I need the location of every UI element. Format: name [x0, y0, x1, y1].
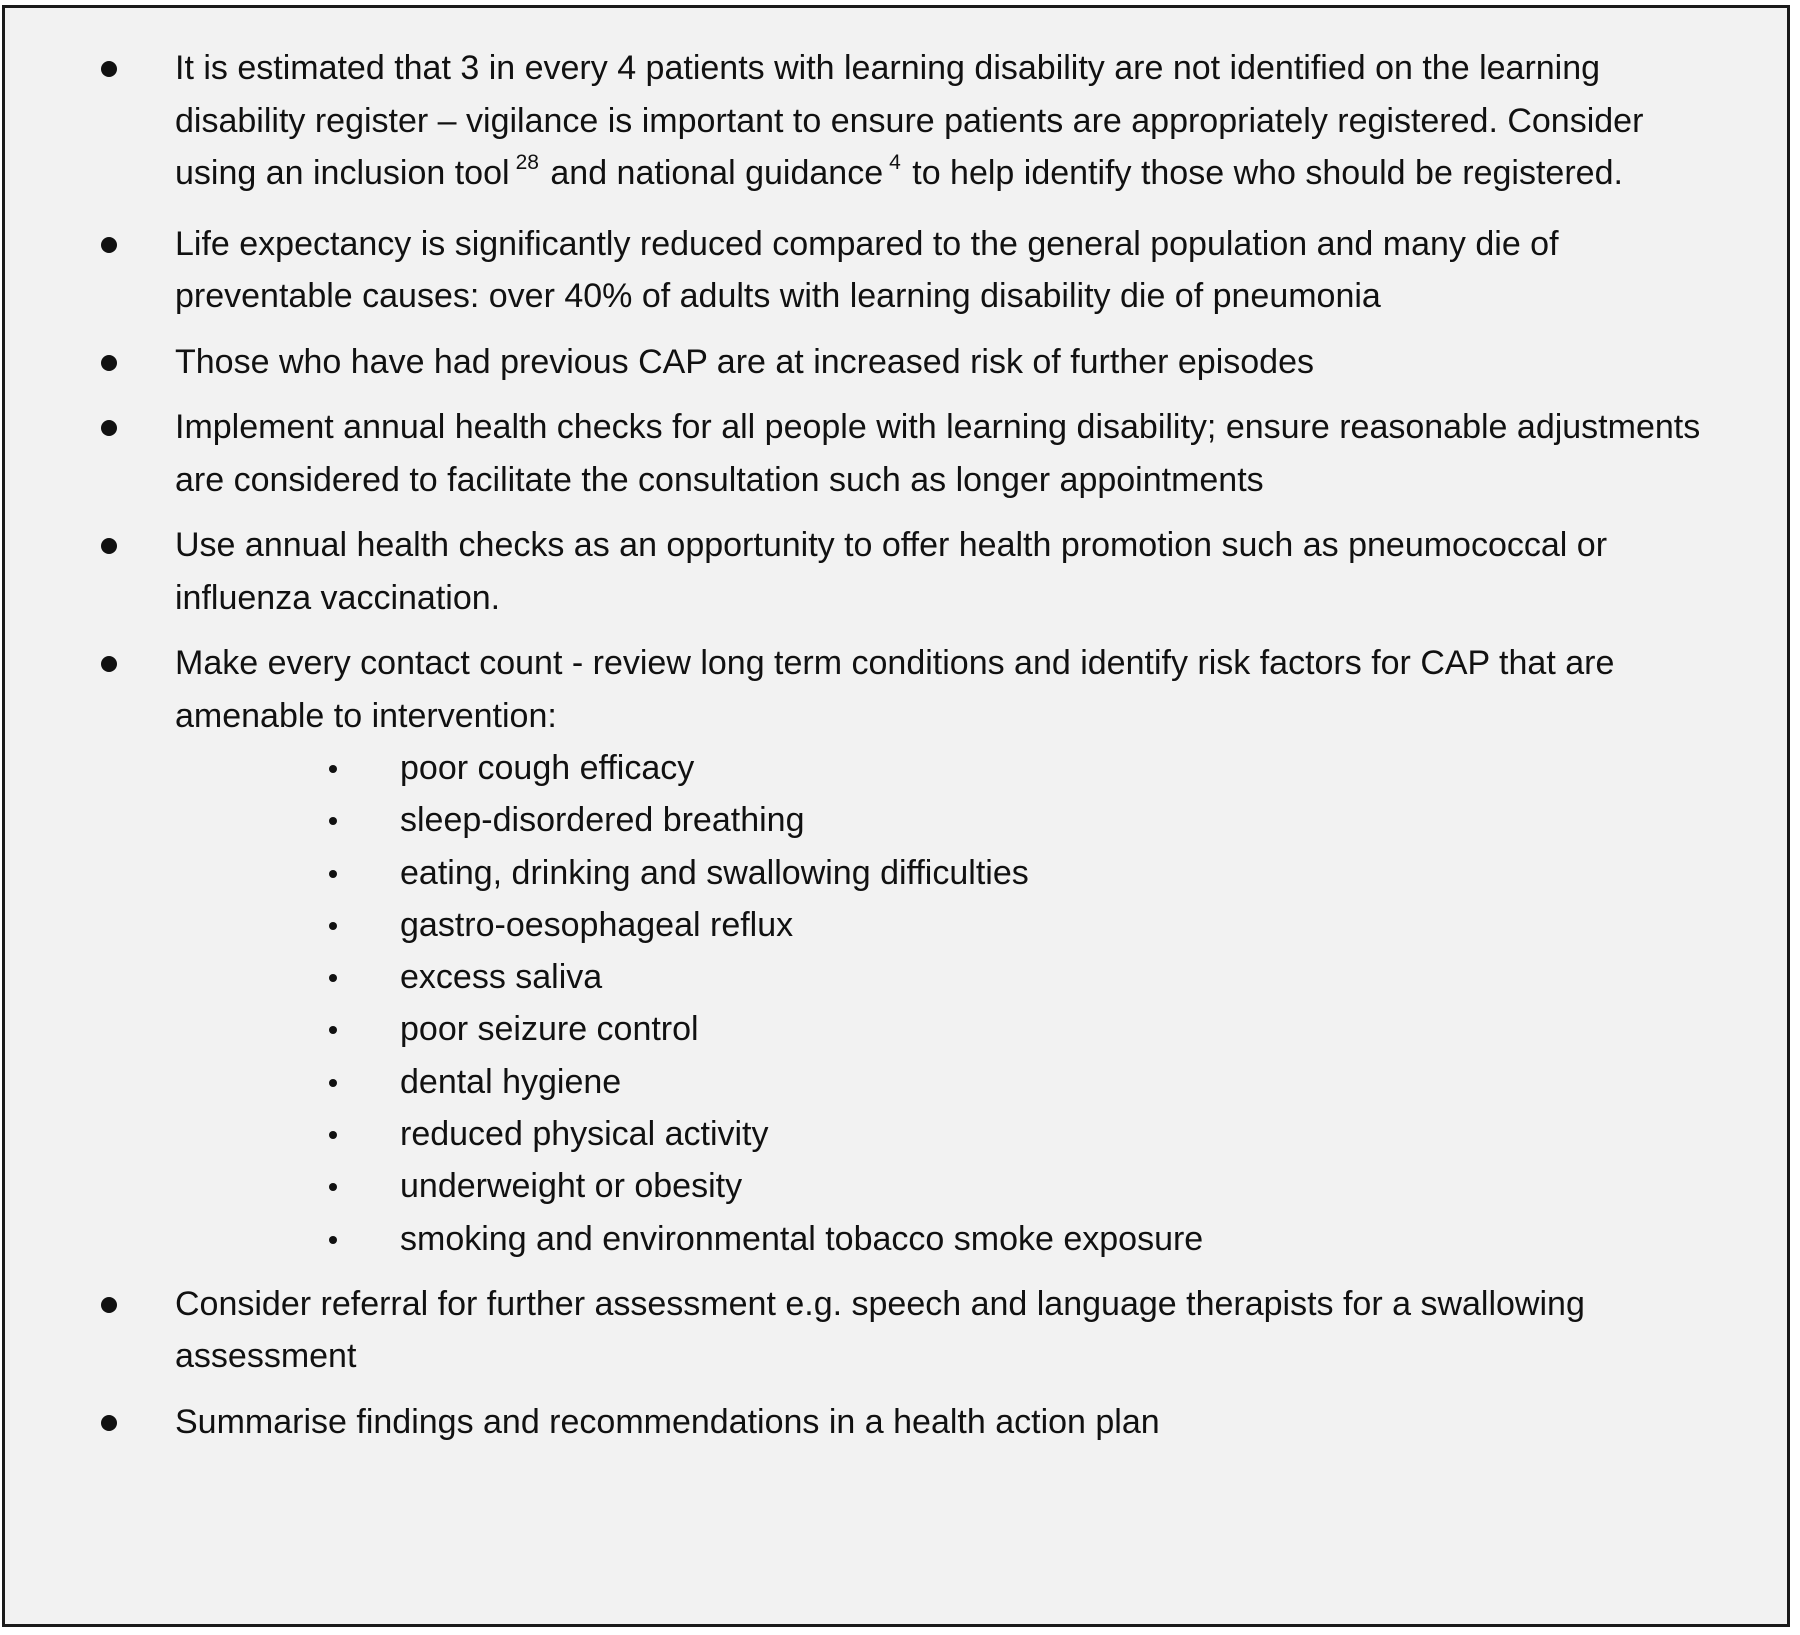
- risk-factor-text: reduced physical activity: [400, 1115, 769, 1154]
- list-item: [5, 637, 1787, 1265]
- sub-bullet-icon: [329, 870, 337, 878]
- bullet-icon: [101, 237, 117, 253]
- sub-bullet-icon: [329, 1131, 337, 1139]
- list-item: [5, 218, 1787, 323]
- risk-factor-text: underweight or obesity: [400, 1167, 743, 1206]
- item-text: Life expectancy is significantly reduced compared to the general population and many die of preventable causes: over 40% of adults with learning disability die of pneumonia: [175, 224, 1559, 315]
- risk-factor-list: [175, 742, 1727, 1265]
- sub-bullet-icon: [329, 974, 337, 982]
- bullet-icon: [101, 420, 117, 436]
- sub-bullet-icon: [329, 1236, 337, 1244]
- item-text: to help identify those who should be registered.: [912, 154, 1623, 192]
- bullet-icon: [101, 355, 117, 371]
- list-item: [5, 1278, 1787, 1383]
- item-text: Make every contact count - review long term conditions and identify risk factors for CAP that are amenable to intervention:: [175, 644, 1615, 735]
- risk-factor-text: smoking and environmental tobacco smoke exposure: [400, 1219, 1204, 1258]
- item-text: Summarise findings and recommendations in a health action plan: [175, 1402, 1160, 1441]
- risk-factor-item: [5, 742, 1727, 794]
- risk-factor-item: [5, 847, 1727, 899]
- sub-bullet-icon: [329, 1026, 337, 1034]
- reference-superscript: 28: [515, 151, 539, 174]
- risk-factor-text: excess saliva: [400, 958, 603, 997]
- item-text: Those who have had previous CAP are at increased risk of further episodes: [175, 342, 1314, 381]
- item-text: and national guidance: [550, 154, 884, 192]
- sub-bullet-icon: [329, 1079, 337, 1087]
- list-item: [5, 401, 1787, 506]
- list-item: [5, 1396, 1787, 1449]
- item-text: Implement annual health checks for all people with learning disability; ensure reasonable adjustments are considered to facilitate the consultation such as longer appointments: [175, 408, 1701, 499]
- risk-factor-text: poor seizure control: [400, 1010, 699, 1049]
- risk-factor-item: [5, 1213, 1727, 1265]
- risk-factor-item: [5, 1108, 1727, 1160]
- bullet-icon: [101, 61, 117, 77]
- list-item: [5, 336, 1787, 389]
- risk-factor-item: [5, 794, 1727, 846]
- reference-superscript: 4: [889, 151, 901, 174]
- risk-factor-text: sleep-disordered breathing: [400, 801, 805, 840]
- risk-factor-text: dental hygiene: [400, 1062, 622, 1101]
- item-text: It is estimated that 3 in every 4 patients with learning disability are not identified on the learning disability register – vigilance is important to ensure patients are appropriately registered. Consider using an inclusion tool: [175, 49, 1644, 192]
- risk-factor-item: [5, 899, 1727, 951]
- bullet-list: [5, 42, 1787, 1461]
- item-text: Consider referral for further assessment e.g. speech and language therapists for a swallowing assessment: [175, 1284, 1585, 1376]
- risk-factor-item: [5, 1056, 1727, 1108]
- bullet-icon: [101, 656, 117, 672]
- risk-factor-text: poor cough efficacy: [400, 749, 695, 787]
- bullet-icon: [101, 538, 117, 554]
- sub-bullet-icon: [329, 817, 337, 825]
- bullet-icon: [101, 1415, 117, 1431]
- risk-factor-item: [5, 951, 1727, 1003]
- guidance-box: [2, 5, 1790, 1627]
- risk-factor-text: eating, drinking and swallowing difficulties: [400, 853, 1029, 892]
- sub-bullet-icon: [329, 1183, 337, 1191]
- risk-factor-item: [5, 1003, 1727, 1055]
- risk-factor-text: gastro-oesophageal reflux: [400, 905, 794, 944]
- sub-bullet-icon: [329, 922, 337, 930]
- list-item: [5, 42, 1787, 205]
- sub-bullet-icon: [329, 765, 337, 773]
- list-item: [5, 519, 1787, 624]
- risk-factor-item: [5, 1160, 1727, 1212]
- bullet-icon: [101, 1297, 117, 1313]
- item-text: Use annual health checks as an opportunity to offer health promotion such as pneumococcal or influenza vaccination.: [175, 526, 1608, 617]
